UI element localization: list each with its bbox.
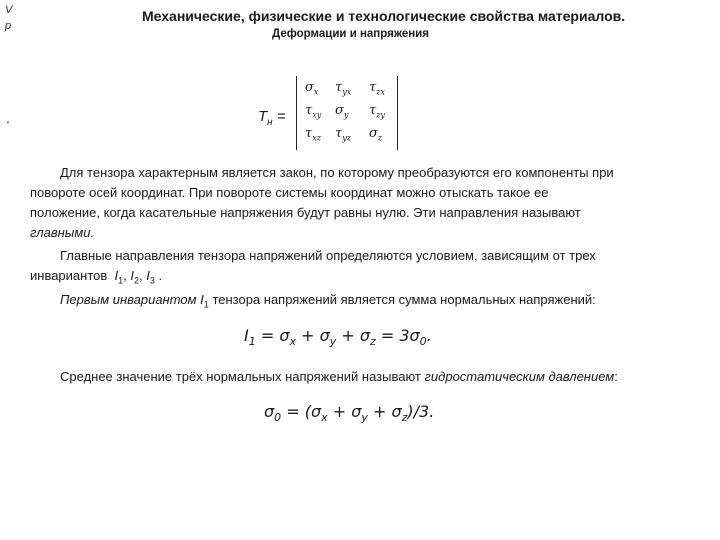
matrix-cell-11: $\sigma_x$ [305, 80, 319, 97]
matrix-cell-23: $\tau_{zy}$ [369, 103, 385, 120]
paragraph-mean-stress: Среднее значение трёх нормальных напряжений называют гидростатическим давлением: [60, 369, 618, 384]
matrix-cell-32: $\tau_{yz}$ [335, 126, 351, 143]
matrix-cell-33: $\sigma_z$ [369, 126, 383, 143]
formula-mean-stress: $\sigma_0 = (\sigma_x + \sigma_y + \sigma_z)/3$. [264, 402, 435, 425]
formula-first-invariant: $I_1 = \sigma_x + \sigma_y + \sigma_z = 3\sigma_0$. [244, 326, 432, 349]
matrix-cell-31: $\tau_{xz}$ [305, 126, 321, 143]
matrix-cell-13: $\tau_{zx}$ [369, 80, 385, 97]
paragraph-first-invariant: Первым инвариантом $I_1$ тензора напряжений является сумма нормальных напряжений: [60, 292, 596, 310]
para1-line1: Для тензора характерным является закон, по которому преобразуются его компоненты при [60, 165, 614, 180]
para1-line4: главными. [30, 225, 95, 240]
paragraph-tensor-law [30, 163, 710, 243]
bullet-dot: . [6, 110, 10, 126]
matrix-cell-12: $\tau_{yx}$ [335, 80, 352, 97]
corner-marks [5, 2, 12, 34]
matrix-cell-21: $\tau_{xy}$ [305, 103, 322, 120]
tensor-matrix [296, 76, 398, 150]
page-subtitle: Деформации и напряжения [272, 28, 429, 40]
matrix-cell-22: $\sigma_y$ [335, 103, 349, 120]
page-title: Механические, физические и технологические свойства материалов. [142, 8, 626, 24]
para2-line1: Главные направления тензора напряжений определяются условием, зависящим от трех [60, 248, 596, 263]
para1-line2: повороте осей координат. При повороте системы координат можно отыскать такое ее [30, 185, 549, 200]
corner-mark-bottom: р [5, 20, 12, 32]
para1-line3: положение, когда касательные напряжения будут равны нулю. Эти направления называют [30, 205, 581, 220]
tensor-lhs: $T_н$ = [258, 108, 286, 128]
para2-line2: инвариантов $I_1$, $I_2$, $I_3$ . [30, 268, 163, 286]
corner-mark-top: V [5, 4, 13, 16]
paragraph-main-directions [30, 246, 710, 291]
